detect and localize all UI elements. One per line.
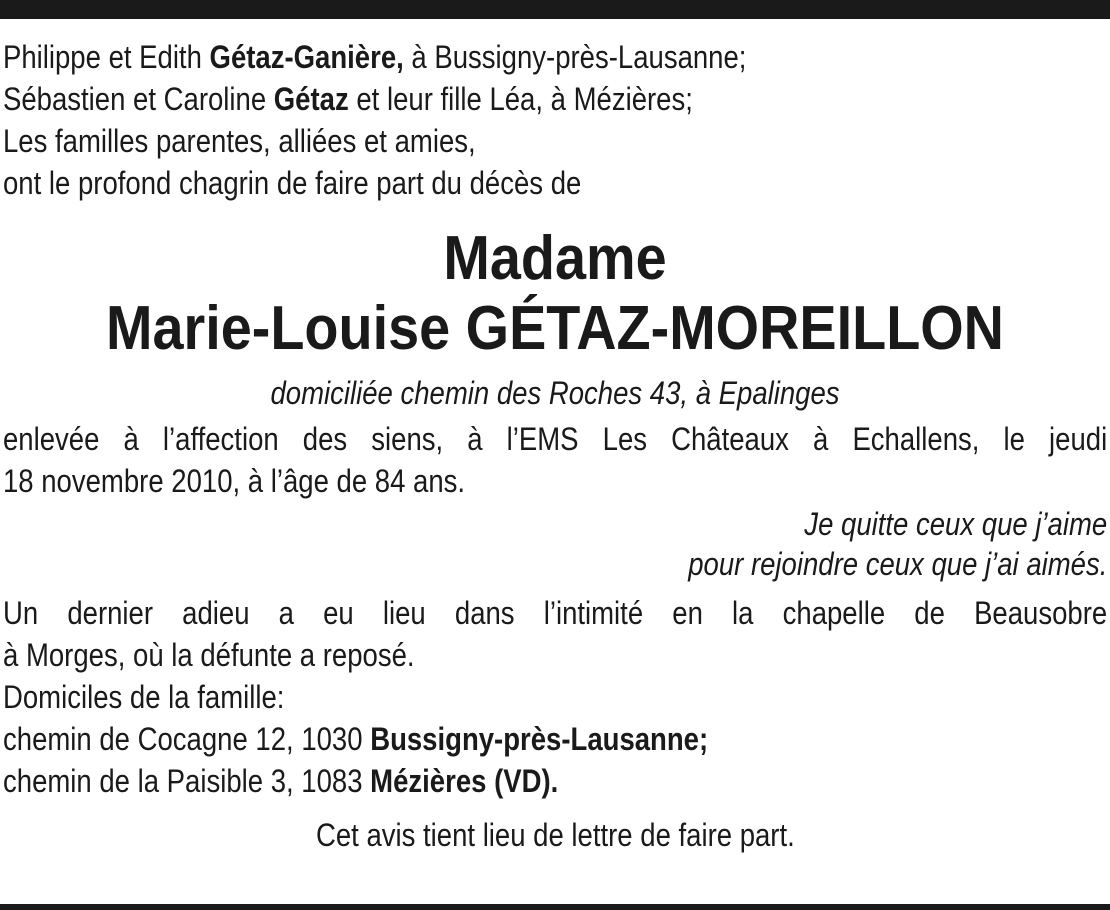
closing-note-text: Cet avis tient lieu de lettre de faire part. — [315, 817, 795, 853]
deceased-name: Marie-Louise GÉTAZ-MOREILLON — [105, 294, 1004, 363]
passing-line-2: 18 novembre 2010, à l’âge de 84 ans. — [3, 463, 466, 499]
family-address-2-town: Mézières (VD). — [370, 763, 559, 799]
bottom-rule — [0, 904, 1110, 910]
quote-line-2: pour rejoindre ceux que j’ai aimés. — [687, 546, 1107, 582]
deceased-address: domiciliée chemin des Roches 43, à Epalinges — [270, 375, 840, 411]
closing-note — [3, 814, 1107, 856]
quote — [3, 504, 1107, 584]
deceased-title: Madame — [443, 224, 667, 293]
family-address-1-town: Bussigny-près-Lausanne; — [370, 721, 709, 757]
family-address-2 — [3, 760, 1104, 802]
farewell-line-2: à Morges, où la défunte a reposé. — [3, 637, 415, 673]
intro-line-2-text: Sébastien et Caroline — [3, 81, 274, 117]
intro-line-1-text: Philippe et Edith — [3, 39, 210, 75]
intro-line-3: Les familles parentes, alliées et amies, — [3, 123, 476, 159]
family-name-1: Gétaz-Ganière, — [209, 39, 404, 75]
intro-line-2 — [3, 78, 1104, 120]
obituary-notice — [3, 36, 1107, 856]
farewell-paragraph — [3, 592, 1107, 802]
family-address-2-street: chemin de la Paisible 3, 1083 — [3, 763, 371, 799]
intro-line-1 — [3, 36, 1104, 78]
passing-paragraph — [3, 418, 1107, 502]
farewell-line-3: Domiciles de la famille: — [3, 679, 285, 715]
quote-line-1: Je quitte ceux que j’aime — [804, 506, 1107, 542]
intro-line-4: ont le profond chagrin de faire part du décès de — [3, 165, 582, 201]
family-address-1-street: chemin de Cocagne 12, 1030 — [3, 721, 371, 757]
intro-line-1-place: à Bussigny-près-Lausanne; — [403, 39, 747, 75]
family-name-2: Gétaz — [273, 81, 349, 117]
top-rule — [0, 0, 1110, 19]
intro-line-2-place: et leur fille Léa, à Mézières; — [348, 81, 693, 117]
family-address-1 — [3, 718, 1104, 760]
farewell-line-1: Un dernier adieu a eu lieu dans l’intimité en la chapelle de Beausobre — [3, 595, 1108, 631]
passing-line-1: enlevée à l’affection des siens, à l’EMS Les Châteaux à Echallens, le jeudi — [3, 421, 1108, 457]
